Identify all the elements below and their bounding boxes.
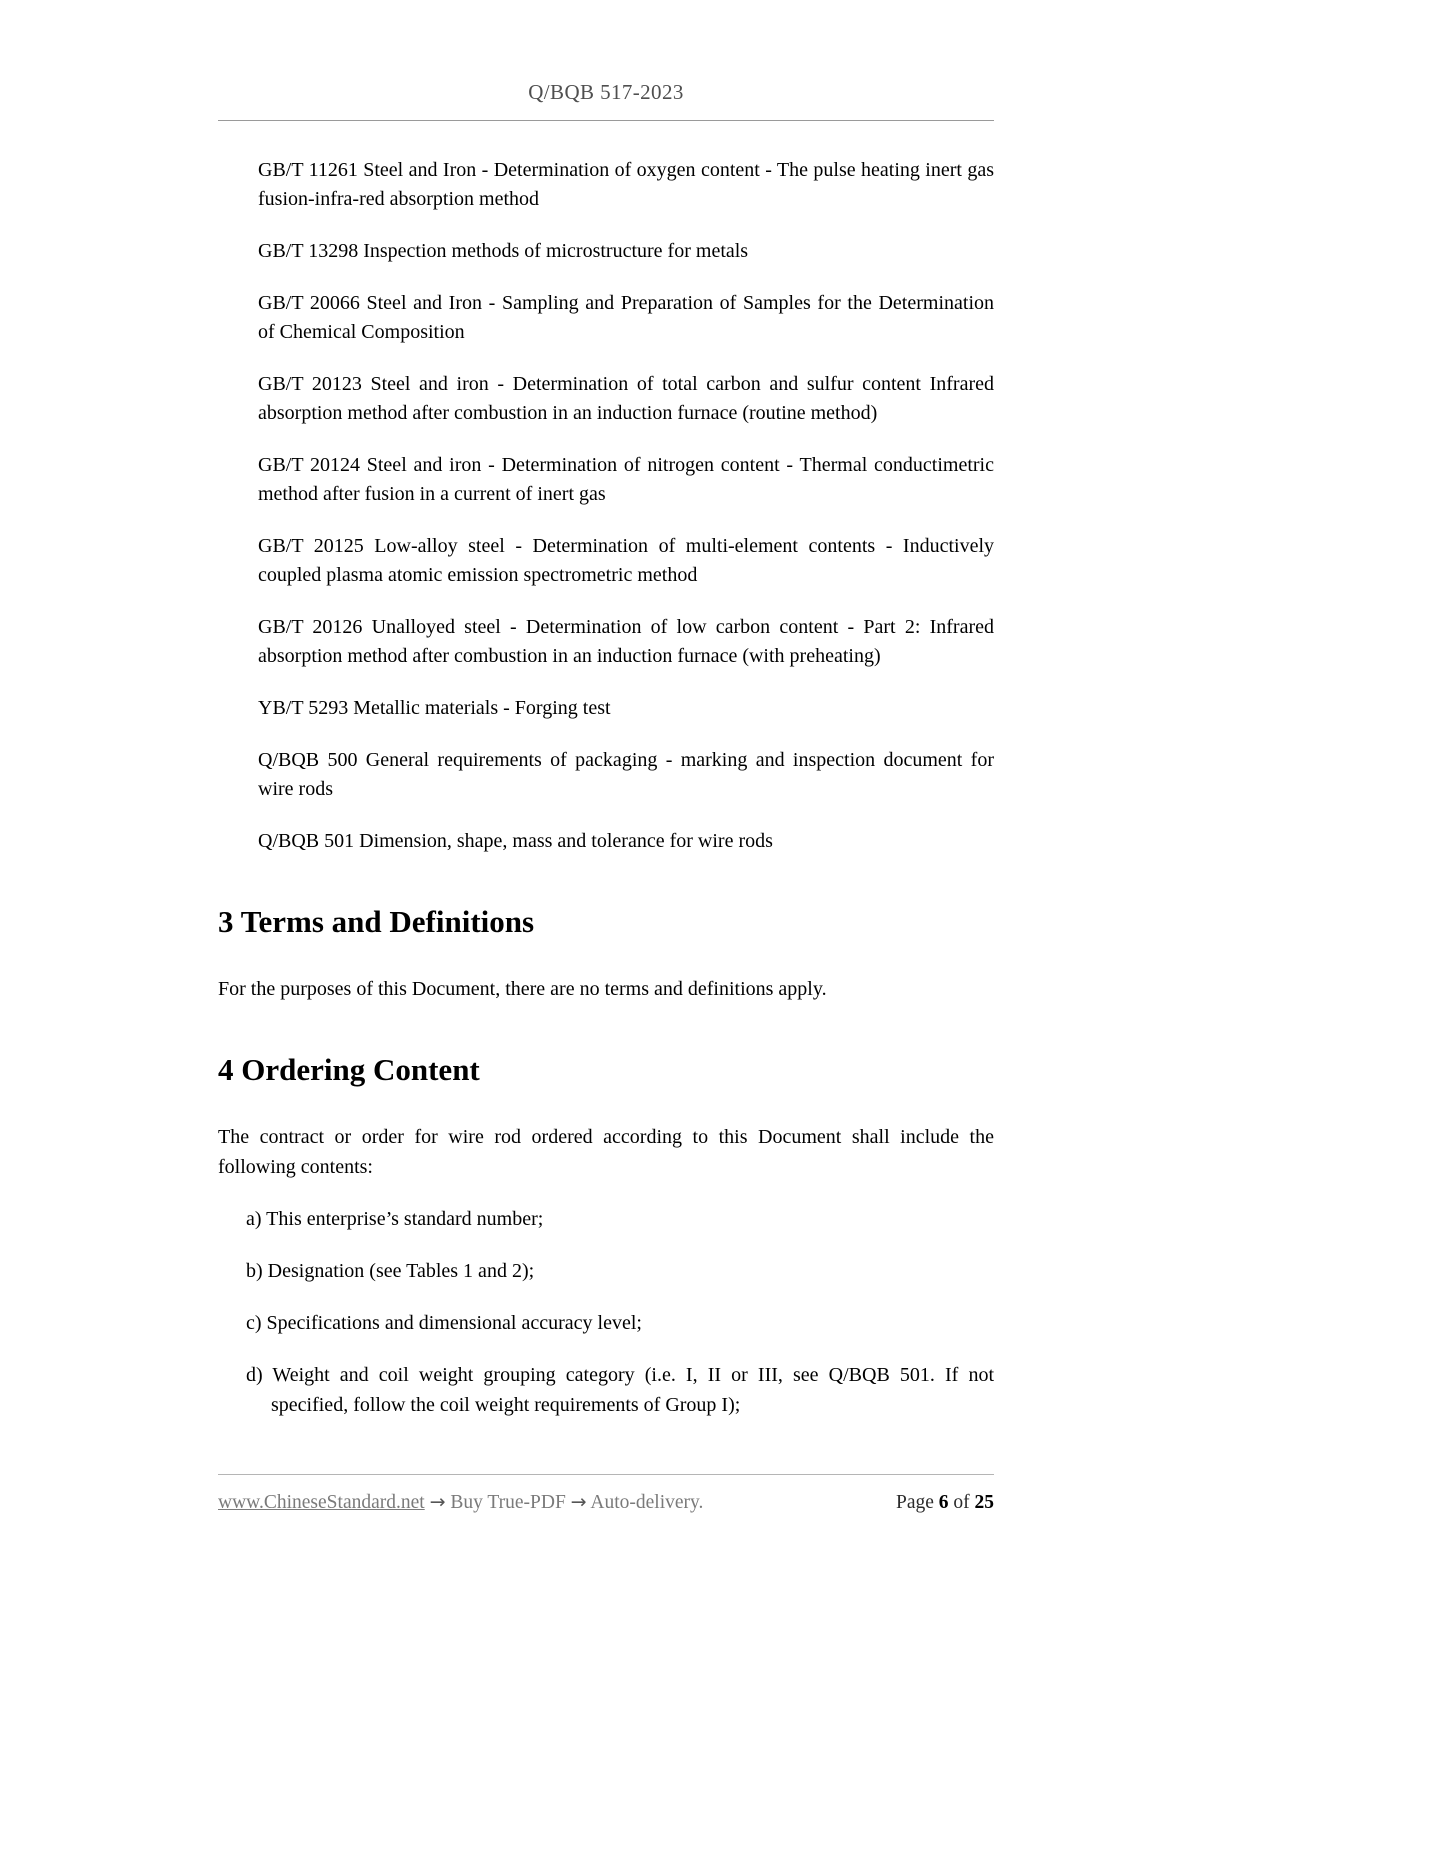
reference-item: YB/T 5293 Metallic materials - Forging test (258, 697, 611, 719)
page-indicator (896, 1492, 994, 1514)
reference-item: GB/T 13298 Inspection methods of microstructure for metals (258, 240, 749, 262)
page-word: Page (895, 1492, 934, 1513)
ordering-list-item: d) Weight and coil weight grouping category (i.e. I, II or III, see Q/BQB 501. If not specified, follow the coil weight requirements of Group I); (246, 1364, 994, 1416)
arrow-icon: → (429, 1491, 446, 1513)
footer-row (218, 1491, 994, 1514)
ordering-list-item: b) Designation (see Tables 1 and 2); (246, 1260, 535, 1282)
footer-source-line (218, 1491, 703, 1514)
reference-item: GB/T 20125 Low-alloy steel - Determination of multi-element contents - Inductively coupled plasma atomic emission spectrometric method (258, 535, 994, 586)
footer-divider (218, 1474, 994, 1475)
ordering-list-item: c) Specifications and dimensional accuracy level; (246, 1312, 642, 1334)
auto-delivery-label: Auto-delivery. (590, 1492, 704, 1513)
reference-item: GB/T 20124 Steel and iron - Determination of nitrogen content - Thermal conductimetric method after fusion in a current of inert gas (258, 454, 994, 505)
reference-item: GB/T 20123 Steel and iron - Determination of total carbon and sulfur content Infrared absorption method after combustion in an induction furnace (routine method) (258, 373, 994, 424)
reference-item: GB/T 20066 Steel and Iron - Sampling and Preparation of Samples for the Determination of Chemical Composition (258, 292, 994, 343)
reference-item: Q/BQB 500 General requirements of packaging - marking and inspection document for wire rods (258, 749, 994, 800)
total-pages: 25 (974, 1492, 994, 1513)
header-divider (218, 120, 994, 121)
chinesestandard-link[interactable]: www.ChineseStandard.net (218, 1492, 425, 1513)
buy-true-pdf-label: Buy True-PDF (450, 1492, 566, 1513)
section-heading-terms: 3 Terms and Definitions (218, 904, 535, 939)
section-heading-ordering: 4 Ordering Content (218, 1052, 480, 1087)
reference-item: GB/T 11261 Steel and Iron - Determination of oxygen content - The pulse heating inert gas fusion-infra-red absorption method (258, 159, 994, 210)
ordering-paragraph: The contract or order for wire rod ordered according to this Document shall include the following contents: (218, 1126, 994, 1178)
page-header-title: Q/BQB 517-2023 (528, 80, 684, 104)
reference-item: Q/BQB 501 Dimension, shape, mass and tolerance for wire rods (258, 830, 773, 852)
arrow-icon: → (570, 1491, 587, 1513)
page-footer (218, 1474, 994, 1514)
page-number: 6 (938, 1492, 949, 1513)
reference-item: GB/T 20126 Unalloyed steel - Determination of low carbon content - Part 2: Infrared absorption method after combustion in an induction furnace (with preheating) (258, 616, 994, 667)
terms-paragraph: For the purposes of this Document, there are no terms and definitions apply. (218, 978, 827, 1000)
ordering-list-item: a) This enterprise’s standard number; (246, 1208, 544, 1230)
content-column (218, 0, 994, 1420)
of-word: of (953, 1492, 970, 1513)
